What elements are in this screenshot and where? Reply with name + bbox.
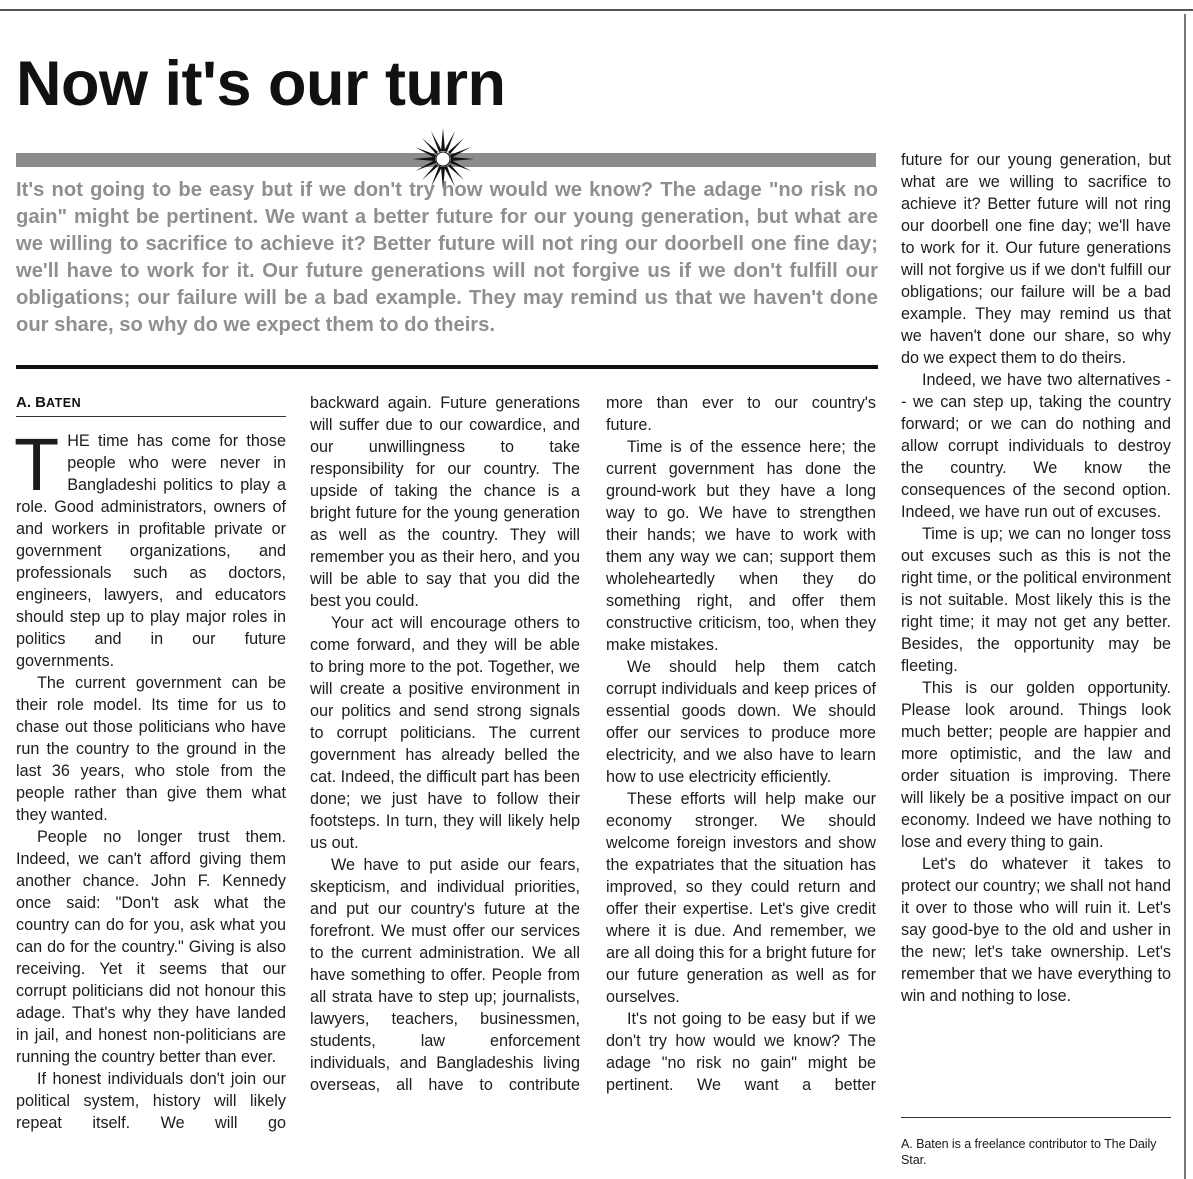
paragraph: more than ever to our country's future. (606, 394, 876, 434)
article-column-1 (14, 423, 286, 1175)
byline-rest: ATEN (46, 396, 82, 410)
paragraph-text: HE time has come for those people who were never in Bangladeshi politics to play a role. Good administrators, owners of and workers in profitable private or government organizations, and professionals such as doctors, engineers, lawyers, and educators should step up to play major roles in politics and in our future governments. (16, 432, 286, 670)
bio-rule (901, 1117, 1171, 1118)
paragraph: Time is of the essence here; the current government has done the ground-work but they have a long way to go. We have to strengthen their hands; we have to work with them any way we can; support them wholeheartedly when they do something right, and offer them constructive criticism, too, when they make mistakes. (606, 438, 876, 654)
paragraph: We have to put aside our fears, skepticism, and individual priorities, and put our country's future at the forefront. We must offer our services to the current administration. We all have something to offer. People from all strata have to step up; journalists, lawyers, teachers, businessmen, students, law enforcement individuals, and Bangladeshis living overseas, all have to contribute (310, 856, 580, 1094)
deck-summary: It's not going to be easy but if we don't try how would we know? The adage "no risk no gain" might be pertinent. We want a better future for our young generation, but what are we willing to sacrifice to achieve it? Better future will not ring our doorbell one fine day; we'll have to work for it. Our future generations will not forgive us if we don't fulfill our obligations; our failure will be a bad example. They may remind us that we haven't done our share, so why do we expect them to do theirs. (16, 179, 878, 336)
paragraph: The current government can be their role model. Its time for us to chase out those politicians who have run the country to the ground in the last 36 years, who stole from the people rather than give them what they wanted. (16, 674, 286, 824)
paragraph: Let's do whatever it takes to protect our country; we shall not hand it over to those who will ruin it. Let's say good-bye to the old and usher in the new; let's take ownership. Let's remember that we have everything to win and nothing to lose. (901, 855, 1171, 1005)
paragraph: These efforts will help make our economy stronger. We should welcome foreign investors and show the expatriates that the situation has improved, so they could return and offer their expertise. Let's give credit where it is due. And remember, we are all doing this for a bright future for our future generation as well as for ourselves. (606, 790, 876, 1006)
paragraph: If honest individuals don't join our political system, history will likely repeat itself. We will go (16, 1070, 286, 1132)
article-column-4 (901, 149, 1171, 1114)
paragraph: We should help them catch corrupt individuals and keep prices of essential goods down. We should offer our services to produce more electricity, and we also have to learn how to use electricity efficiently. (606, 658, 876, 786)
top-rule (0, 9, 1193, 11)
article-column-2 (310, 392, 580, 1175)
deck-rule (16, 365, 878, 369)
byline-initial: A. B (16, 394, 46, 411)
page-border-right (1184, 14, 1186, 1179)
drop-cap: T (14, 423, 60, 506)
paragraph: future for our young generation, but what are we willing to sacrifice to achieve it? Better future will not ring our doorbell one fine day; we'll have to work for it. Our future generations will not forgive us if we don't fulfill our obligations; our failure will be a bad example. They may remind us that we haven't done our share, so why do we expect them to do theirs. (901, 151, 1171, 367)
paragraph: Your act will encourage others to come forward, and they will be able to bring more to the pot. Together, we will create a positive environment in our politics and send strong signals to corrupt politicians. The current government has already belled the cat. Indeed, the difficult part has been done; we just have to follow their footsteps. In turn, they will likely help us out. (310, 614, 580, 852)
paragraph: Indeed, we have two alternatives -- we can step up, taking the country forward; or we can do nothing and allow corrupt individuals to destroy the country. We know the consequences of the second option. Indeed, we have run out of excuses. (901, 371, 1171, 521)
paragraph (14, 423, 286, 672)
byline (16, 392, 286, 414)
article-column-3 (606, 392, 876, 1175)
paragraph: This is our golden opportunity. Please look around. Things look much better; people are happier and more optimistic, and the law and order situation is improving. There will likely be a positive impact on our economy. Indeed we have nothing to lose and every thing to gain. (901, 679, 1171, 851)
paragraph: It's not going to be easy but if we don't try how would we know? The adage "no risk no gain" might be pertinent. We want a better (606, 1010, 876, 1094)
headline: Now it's our turn (16, 49, 506, 119)
paragraph: People no longer trust them. Indeed, we can't afford giving them another chance. John F. Kennedy once said: "Don't ask what the country can do for you, ask what you can do for the country." Giving is also receiving. Yet it seems that our corrupt politicians did not honour this adage. That's why they have landed in jail, and honest non-politicians are running the country better than ever. (16, 828, 286, 1066)
paragraph: Time is up; we can no longer toss out excuses such as this is not the right time, or the political environment is not suitable. Most likely this is the right time; it may not get any better. Besides, the opportunity may be fleeting. (901, 525, 1171, 675)
byline-rule (16, 416, 286, 417)
author-bio: A. Baten is a freelance contributor to The Daily Star. (901, 1137, 1157, 1167)
paragraph: backward again. Future generations will suffer due to our cowardice, and our unwillingness to take responsibility for our country. The upside of taking the chance is a bright future for the young generation as well as the country. They will remember you as their hero, and you will be able to say that you did the best you could. (310, 394, 580, 610)
